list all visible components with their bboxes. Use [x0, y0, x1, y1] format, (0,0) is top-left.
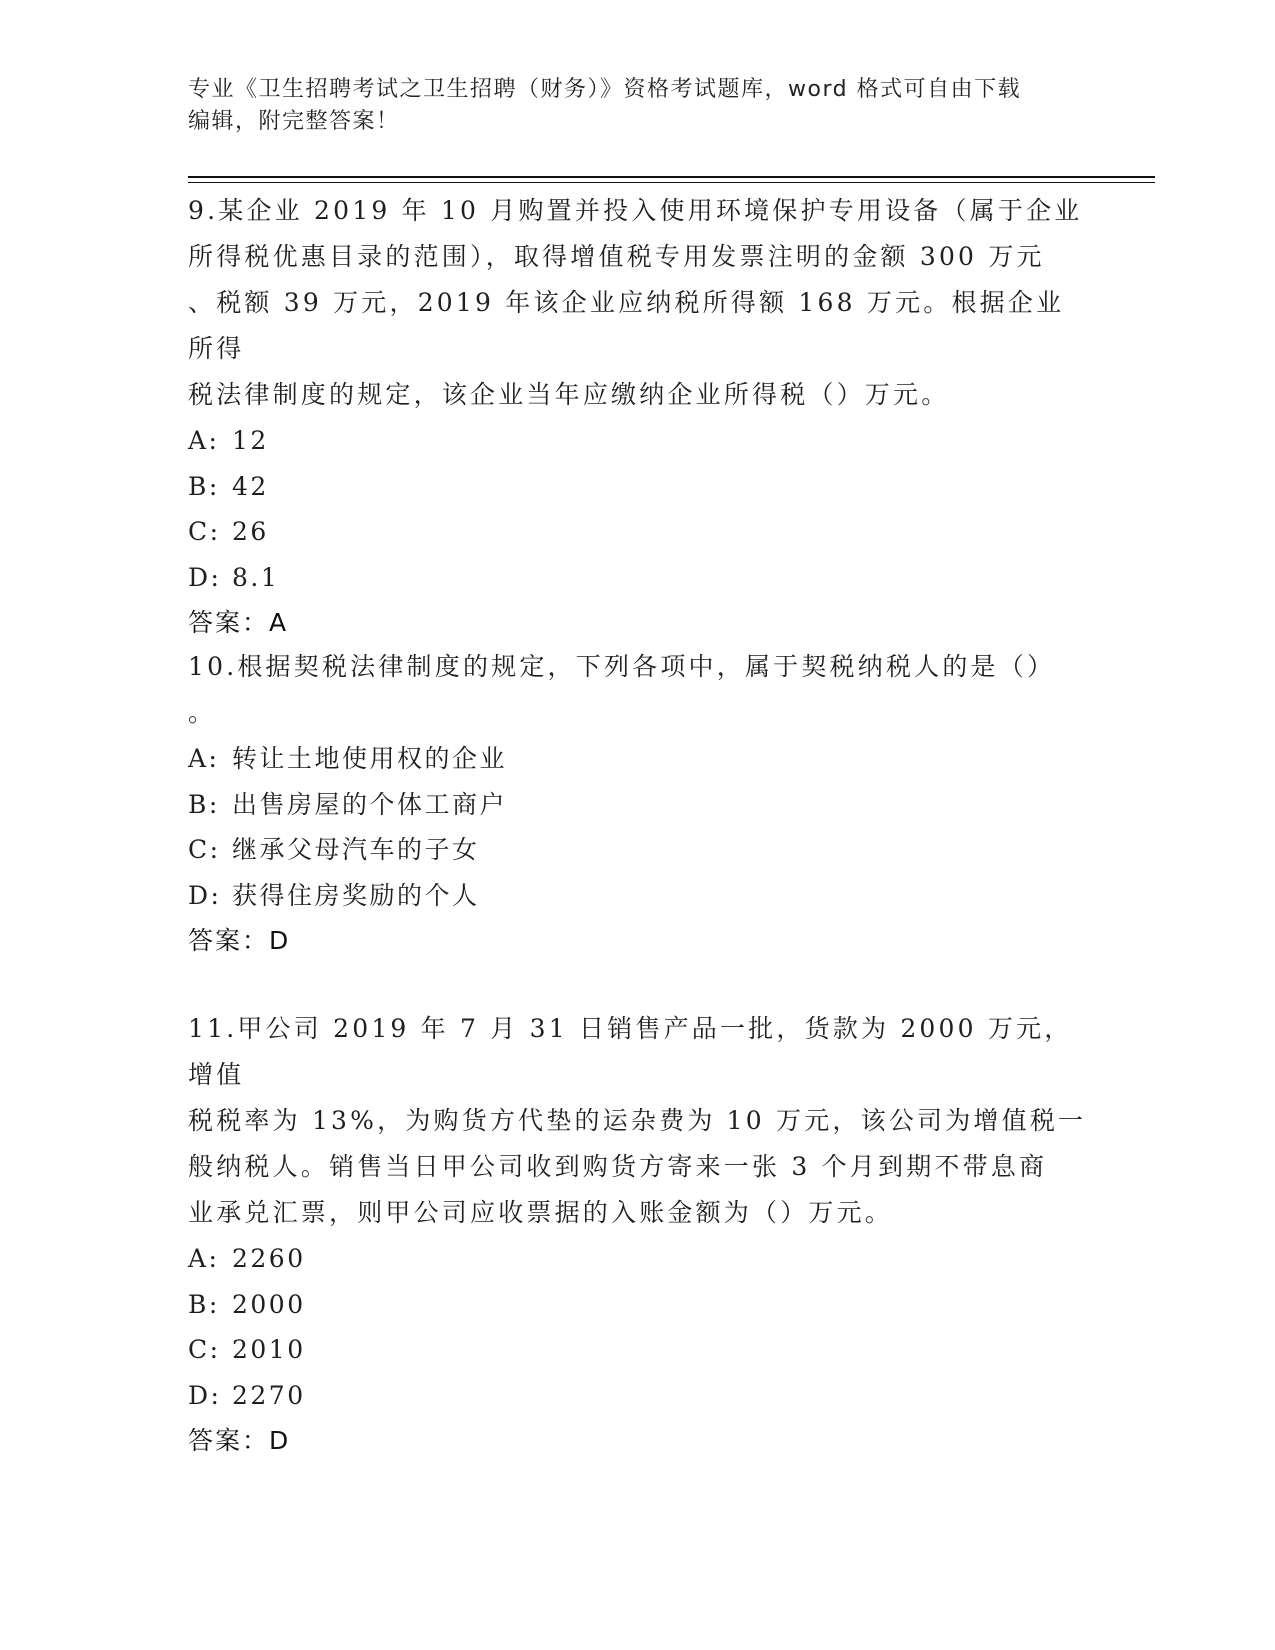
option-d	[188, 1373, 1088, 1419]
option-letter: A:	[188, 744, 220, 773]
option-letter: A:	[188, 1244, 220, 1273]
answer-line: 答案：D	[188, 926, 291, 955]
option-text: 2270	[232, 1380, 306, 1410]
option-b	[188, 782, 1088, 828]
question-9	[188, 188, 1088, 646]
header-divider-thin	[188, 182, 1155, 183]
question-10	[188, 644, 1088, 964]
option-a	[188, 418, 1088, 464]
option-letter: D:	[188, 880, 222, 910]
question-stem-line: 业承兑汇票，则甲公司应收票据的入账金额为（）万元。	[188, 1198, 894, 1227]
option-letter: C:	[188, 517, 221, 546]
option-a	[188, 736, 1088, 782]
option-letter: D:	[188, 1380, 222, 1410]
option-a	[188, 1236, 1088, 1282]
question-stem-line: 9.某企业 2019 年 10 月购置并投入使用环境保护专用设备（属于企业	[188, 196, 1083, 225]
question-stem	[188, 188, 1088, 418]
question-stem	[188, 1006, 1088, 1236]
option-text: 2260	[232, 1244, 306, 1273]
option-letter: B:	[188, 1289, 220, 1319]
option-text: 转让土地使用权的企业	[232, 744, 508, 773]
question-stem-line: 11.甲公司 2019 年 7 月 31 日销售产品一批，货款为 2000 万元，增值	[188, 1014, 1073, 1089]
option-letter: A:	[188, 426, 220, 455]
option-letter: B:	[188, 789, 220, 819]
question-stem-line: 所得税优惠目录的范围），取得增值税专用发票注明的金额 300 万元	[188, 242, 1045, 271]
option-d	[188, 873, 1088, 919]
option-text: 出售房屋的个体工商户	[232, 789, 508, 819]
option-text: 2000	[232, 1289, 306, 1319]
option-c	[188, 1327, 1088, 1373]
question-stem-line: 税法律制度的规定，该企业当年应缴纳企业所得税（）万元。	[188, 380, 950, 409]
option-text: 26	[232, 517, 269, 546]
option-letter: C:	[188, 1335, 221, 1364]
header-line-2: 编辑，附完整答案！	[188, 109, 400, 134]
question-stem-line: 税税率为 13%，为购货方代垫的运杂费为 10 万元，该公司为增值税一	[188, 1106, 1087, 1135]
header-line-1: 专业《卫生招聘考试之卫生招聘（财务）》资格考试题库，word 格式可自由下载	[188, 77, 1022, 102]
document-header	[188, 74, 1068, 138]
question-stem-line: 般纳税人。销售当日甲公司收到购货方寄来一张 3 个月到期不带息商	[188, 1152, 1048, 1181]
option-letter: D:	[188, 562, 222, 592]
option-c	[188, 827, 1088, 873]
question-stem-line: 10.根据契税法律制度的规定，下列各项中，属于契税纳税人的是（）	[188, 652, 1056, 681]
option-text: 8.1	[232, 562, 280, 592]
option-text: 获得住房奖励的个人	[232, 880, 480, 910]
option-letter: B:	[188, 471, 220, 501]
option-b	[188, 1282, 1088, 1328]
option-text: 2010	[232, 1335, 306, 1364]
option-b	[188, 464, 1088, 510]
question-stem-line: 、税额 39 万元，2019 年该企业应纳税所得额 168 万元。根据企业所得	[188, 288, 1065, 363]
option-letter: C:	[188, 835, 221, 864]
question-stem	[188, 644, 1088, 736]
answer-line: 答案：A	[188, 608, 289, 637]
option-text: 继承父母汽车的子女	[232, 835, 480, 864]
answer-line: 答案：D	[188, 1426, 291, 1455]
option-c	[188, 509, 1088, 555]
option-text: 12	[232, 426, 269, 455]
header-divider-thick	[188, 176, 1155, 178]
question-stem-line: 。	[188, 698, 217, 727]
question-11	[188, 1006, 1088, 1464]
option-d	[188, 555, 1088, 601]
option-text: 42	[232, 471, 269, 501]
